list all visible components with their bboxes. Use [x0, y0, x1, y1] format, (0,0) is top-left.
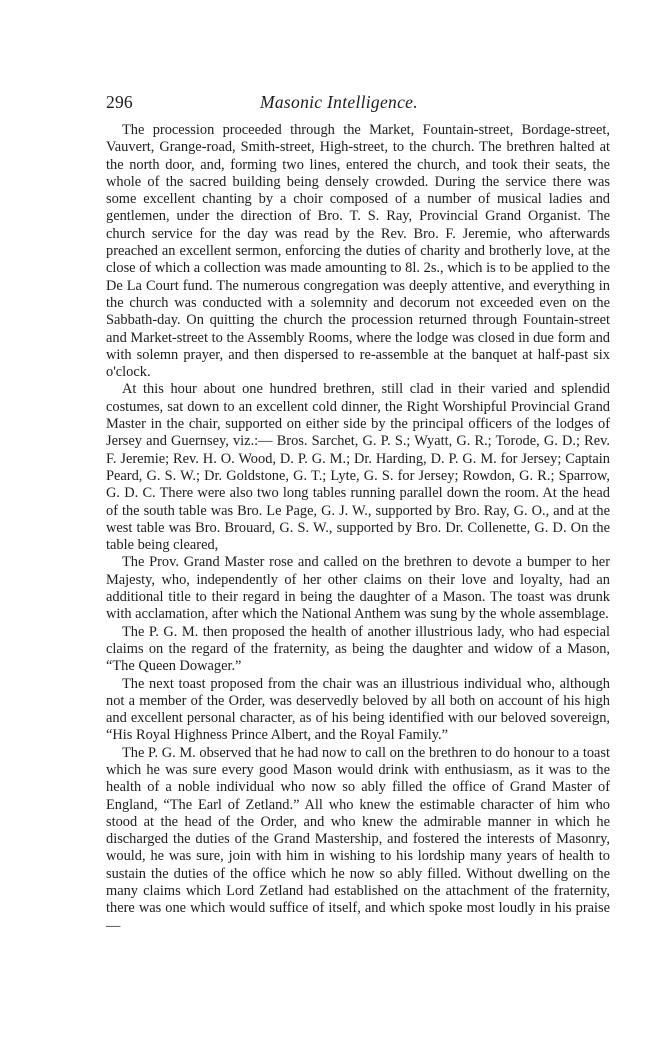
- page-number: 296: [106, 92, 133, 112]
- page-header: [106, 92, 610, 122]
- paragraph-banquet: At this hour about one hundred brethren, still clad in their varied and splendid costumes, sat down to an excellent cold dinner, the Right Worshipful Provincial Grand Master in the chair, supported on either side by the principal officers of the lodges of Jersey and Guernsey, viz.:— Bros. Sarchet, G. P. S.; Wyatt, G. R.; Torode, G. D.; Rev. F. Jeremie; Rev. H. O. Wood, D. P. G. M.; Dr. Harding, D. P. G. M. for Jersey; Captain Peard, G. S. W.; Dr. Goldstone, G. T.; Lyte, G. S. for Jersey; Rowdon, G. R.; Sparrow, G. D. C. There were also two long tables running parallel down the room. At the head of the south table was Bro. Le Page, G. J. W., supported by Bro. Ray, G. O., and at the west table was Bro. Brouard, G. S. W., supported by Bro. Dr. Collenette, G. D. On the table being cleared,: [106, 381, 610, 554]
- body-text: [106, 122, 610, 935]
- paragraph-toast-prince-albert: The next toast proposed from the chair was an illustrious individual who, although not a member of the Order, was deservedly beloved by all both on account of his high and excellent personal character, as of his being identified with our beloved sovereign, “His Royal Highness Prince Albert, and the Royal Family.”: [106, 675, 610, 744]
- paragraph-procession: The procession proceeded through the Market, Fountain-street, Bordage-street, Vauvert, Grange-road, Smith-street, High-street, to the church. The brethren halted at the north door, and, forming two lines, entered the church, and took their seats, the whole of the sacred building being densely crowded. During the service there was some excellent chanting by a choir composed of a number of musical ladies and gentlemen, under the direction of Bro. T. S. Ray, Provincial Grand Organist. The church service for the day was read by the Rev. Bro. F. Jeremie, who afterwards preached an excellent sermon, enforcing the duties of charity and brotherly love, at the close of which a collection was made amounting to 8l. 2s., which is to be applied to the De La Court fund. The numerous congregation was deeply attentive, and everything in the church was conducted with a solemnity and decorum not exceeded even on the Sabbath-day. On quitting the church the procession returned through Fountain-street and Market-street to the Assembly Rooms, where the lodge was closed in due form and with solemn prayer, and then dispersed to re-assemble at the banquet at half-past six o'clock.: [106, 122, 610, 381]
- running-title: Masonic Intelligence.: [260, 92, 418, 112]
- paragraph-toast-earl-of-zetland: The P. G. M. observed that he had now to call on the brethren to do honour to a toast which he was sure every good Mason would drink with enthusiasm, as it was to the health of a noble individual who now so ably filled the office of Grand Master of England, “The Earl of Zetland.” All who knew the estimable character of him who stood at the head of the Order, and who knew the admirable manner in which he discharged the duties of the Grand Mastership, and fostered the interests of Masonry, would, he was sure, join with him in wishing to his lordship many years of health to sustain the duties of the office which he now so ably filled. Without dwelling on the many claims which Lord Zetland had established on the attachment of the fraternity, there was one which would suffice of itself, and which spoke most loudly in his praise—: [106, 744, 610, 934]
- paragraph-toast-majesty: The Prov. Grand Master rose and called on the brethren to devote a bumper to her Majesty, who, independently of her other claims on their love and loyalty, had an additional title to their regard in being the daughter of a Mason. The toast was drunk with acclamation, after which the National Anthem was sung by the whole assemblage.: [106, 554, 610, 623]
- paragraph-toast-queen-dowager: The P. G. M. then proposed the health of another illustrious lady, who had especial claims on the regard of the fraternity, as being the daughter and widow of a Mason, “The Queen Dowager.”: [106, 623, 610, 675]
